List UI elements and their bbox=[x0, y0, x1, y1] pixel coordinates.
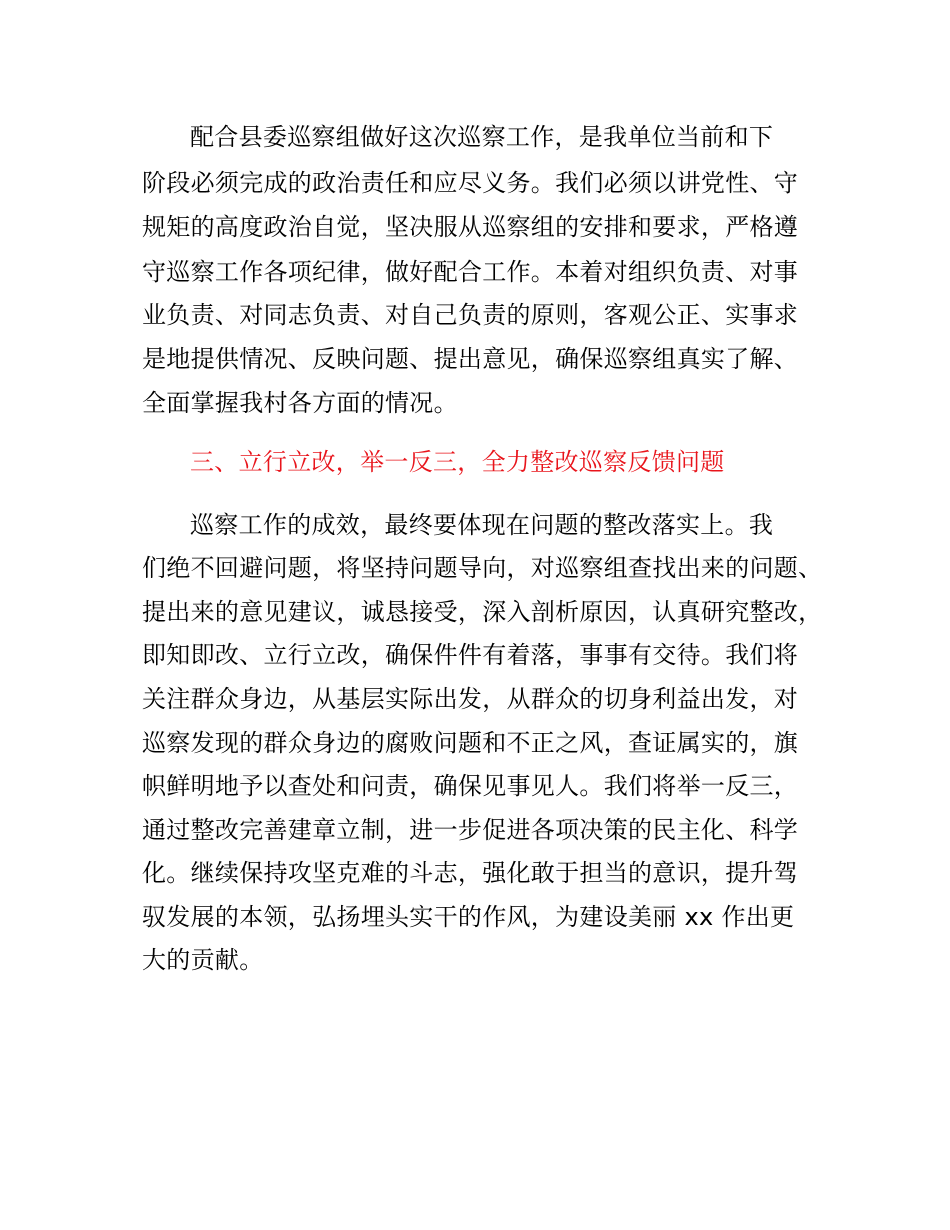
text-line: 驭发展的本领，弘扬埋头实干的作风，为建设美丽 xx 作出更 bbox=[142, 903, 795, 931]
text-line: 们绝不回避问题，将坚持问题导向，对巡察组查找出来的问题、 bbox=[142, 554, 823, 582]
text-line: 提出来的意见建议，诚恳接受，深入剖析原因，认真研究整改， bbox=[142, 598, 823, 626]
text-line: 业负责、对同志负责、对自己负责的原则，客观公正、实事求 bbox=[142, 301, 799, 329]
section-heading: 三、立行立改，举一反三，全力整改巡察反馈问题 bbox=[190, 448, 725, 476]
text-line: 帜鲜明地予以查处和问责，确保见事见人。我们将举一反三， bbox=[142, 772, 799, 800]
text-line: 全面掌握我村各方面的情况。 bbox=[142, 389, 458, 417]
text-line: 是地提供情况、反映问题、提出意见，确保巡察组真实了解、 bbox=[142, 345, 799, 373]
text-line: 化。继续保持攻坚克难的斗志，强化敢于担当的意识，提升驾 bbox=[142, 859, 799, 887]
text-line: 通过整改完善建章立制，进一步促进各项决策的民主化、科学 bbox=[142, 816, 799, 844]
text-line: 即知即改、立行立改，确保件件有着落，事事有交待。我们将 bbox=[142, 641, 799, 669]
text-line: 关注群众身边，从基层实际出发，从群众的切身利益出发，对 bbox=[142, 685, 799, 713]
text-line: 守巡察工作各项纪律，做好配合工作。本着对组织负责、对事 bbox=[142, 258, 799, 286]
text-line: 巡察工作的成效，最终要体现在问题的整改落实上。我 bbox=[190, 511, 774, 539]
text-line: 规矩的高度政治自觉，坚决服从巡察组的安排和要求，严格遵 bbox=[142, 213, 799, 241]
text-line: 阶段必须完成的政治责任和应尽义务。我们必须以讲党性、守 bbox=[142, 169, 799, 197]
text-line: 配合县委巡察组做好这次巡察工作，是我单位当前和下 bbox=[190, 123, 774, 151]
text-line: 巡察发现的群众身边的腐败问题和不正之风，查证属实的，旗 bbox=[142, 729, 799, 757]
text-line: 大的贡献。 bbox=[142, 946, 264, 974]
